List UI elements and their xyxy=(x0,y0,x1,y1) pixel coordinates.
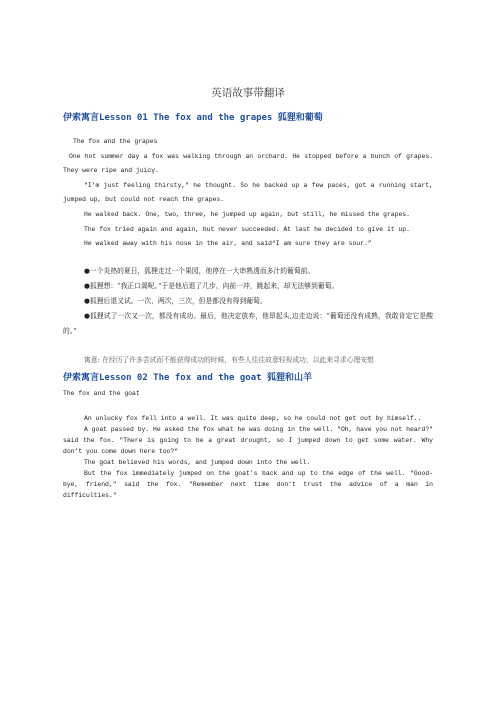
lesson-1-translation: ●狐狸后退又试。一次，两次，三次，但是都没有得到葡萄。 xyxy=(84,296,267,305)
lesson-2-paragraph: A goat passed by. He asked the fox what he was doing in the well. "Oh, have you not heard?" said the fox. "There is going to be a great drought, so I jumped down to get some water. Why don’t you come down here too?" xyxy=(63,426,433,456)
lesson-1-paragraph: The fox tried again and again, but never succeeded. At last he decided to give it up. xyxy=(84,225,410,233)
lesson-1-translation: ●狐狸试了一次又一次，都没有成功。最后，他决定放弃，他昂起头,边走边说：“葡萄还没有成熟，我敢肯定它是酸的。” xyxy=(63,311,433,335)
lesson-1-paragraph: He walked back. One, two, three, he jumped up again, but still, he missed the grapes. xyxy=(84,210,410,218)
lesson-1-subtitle: The fox and the grapes xyxy=(73,138,158,145)
lesson-2-paragraph: But the fox immediately jumped on the goat’s back and up to the edge of the well. "Good-bye, friend," said the fox. "Remember next time don’t trust the advice of a man in difficulties." xyxy=(63,470,433,500)
lesson-2-paragraph: An unlucky fox fell into a well. It was quite deep, so he could not get out by himself.. xyxy=(84,415,422,423)
lesson-1-moral: 寓意: 在经历了许多尝试而不能获得成功的时候，有些人往往故意轻视成功，以此来寻求心理安慰 xyxy=(84,355,374,364)
lesson-2-heading: 伊索寓言Lesson 02 The fox and the goat 狐狸和山羊 xyxy=(63,372,312,383)
lesson-1-paragraph: "I’m just feeling thirsty," he thought. So he backed up a few paces, got a running start, jumped up, but could not reach the grapes. xyxy=(63,181,433,204)
lesson-1-paragraph: One hot summer day a fox was walking through an orchard. He stopped before a bunch of grapes. They were ripe and juicy. xyxy=(63,152,433,175)
lesson-1-translation: ●一个炎热的夏日，狐狸走过一个果园，他停在一大串熟透而多汁的葡萄前。 xyxy=(84,266,315,275)
lesson-1-heading: 伊索寓言Lesson 01 The fox and the grapes 狐狸和葡萄 xyxy=(63,113,323,123)
lesson-1-translation: ●狐狸想：“我正口渴呢。”于是他后退了几步，向前一冲，跳起来，却无法够到葡萄。 xyxy=(84,281,339,290)
document-title: 英语故事带翻译 xyxy=(211,87,285,99)
lesson-2-subtitle: The fox and the goat xyxy=(63,389,140,397)
lesson-1-paragraph: He walked away with his nose in the air, and said“I am sure they are sour.” xyxy=(84,240,372,248)
lesson-2-paragraph: The goat believed his words, and jumped down into the well. xyxy=(84,459,311,467)
